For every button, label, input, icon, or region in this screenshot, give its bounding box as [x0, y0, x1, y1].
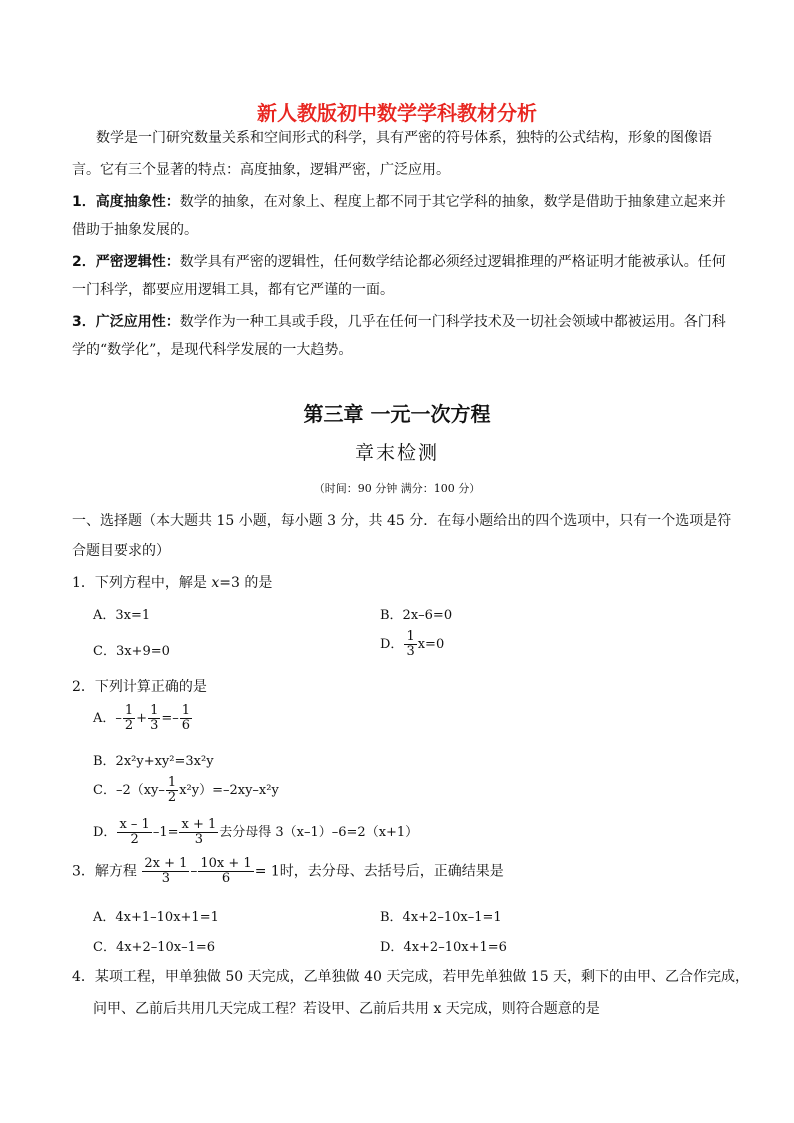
fraction — [148, 704, 160, 733]
point-2-line-2: 一门科学，都要应用逻辑工具，都有它严谨的一面。 — [72, 282, 394, 298]
question-2-option-a — [93, 704, 193, 733]
fraction — [180, 704, 192, 733]
fraction-denominator: 3 — [194, 832, 203, 847]
question-4-line-2: 问甲、乙前后共用几天完成工程？若设甲、乙前后共用 x 天完成，则符合题意的是 — [93, 1001, 600, 1017]
question-1-stem — [72, 572, 272, 592]
fraction-denominator: 2 — [130, 832, 139, 847]
question-2-option-b: B．2x²y+xy²=3x²y — [93, 754, 214, 769]
point-3-text: 数学作为一种工具或手段，几乎在任何一门科学技术及一切社会领域中都被运用。各门科 — [179, 314, 726, 330]
question-1-option-b: B．2x–6=0 — [380, 608, 453, 623]
question-2-stem: 2．下列计算正确的是 — [72, 679, 207, 695]
question-1-option-d-prefix: D． — [380, 637, 404, 652]
fraction-numerator: 10x + 1 — [200, 856, 252, 871]
fraction-numerator: 1 — [406, 629, 415, 644]
point-1-label: 1．高度抽象性： — [72, 194, 180, 210]
question-2-option-c-suffix: x²y）=–2xy–x²y — [179, 783, 279, 798]
intro-line-2: 言。它有三个显著的特点：高度抽象，逻辑严密，广泛应用。 — [72, 162, 450, 178]
question-3-option-c: C．4x+2–10x–1=6 — [93, 940, 216, 955]
question-2-option-c-prefix: C．–2（xy– — [93, 783, 165, 798]
fraction — [179, 818, 218, 847]
question-2-option-c — [93, 776, 279, 805]
section-1-instructions-line-2: 合题目要求的） — [72, 543, 170, 559]
fraction-denominator: 3 — [406, 644, 415, 659]
question-3-option-a: A．4x+1–10x+1=1 — [93, 910, 219, 925]
fraction — [123, 704, 135, 733]
point-1-line-1 — [72, 188, 726, 216]
question-3-option-d: D．4x+2–10x+1=6 — [380, 940, 507, 955]
exam-time-info: （时间：90 分钟 满分：100 分） — [313, 482, 481, 495]
document-title: 新人教版初中数学学科教材分析 — [257, 101, 537, 125]
fraction — [142, 857, 189, 886]
point-3-label: 3．广泛应用性： — [72, 314, 180, 330]
fraction-denominator: 2 — [167, 790, 177, 805]
section-1-instructions-line-1: 一、选择题（本大题共 15 小题，每小题 3 分，共 45 分．在每小题给出的四个选项中，只有一个选项是符 — [72, 513, 732, 529]
question-1-stem-a: 1．下列方程中，解是 — [72, 575, 212, 591]
chapter-title: 第三章 一元一次方程 — [303, 402, 491, 426]
fraction-denominator: 6 — [221, 871, 231, 886]
question-3-stem-prefix: 3．解方程 — [72, 863, 142, 880]
point-2-line-1 — [72, 248, 726, 276]
exam-subtitle: 章末检测 — [354, 442, 439, 464]
point-2-text: 数学具有严密的逻辑性，任何数学结论都必须经过逻辑推理的严格证明才能被承认。任何 — [179, 254, 726, 270]
question-2-option-d-suffix: 去分母得 3（x–1）–6=2（x+1） — [219, 825, 419, 840]
point-3-line-1 — [72, 308, 726, 336]
intro-line-1: 数学是一门研究数量关系和空间形式的科学，具有严密的符号体系，独特的公式结构，形象的图像语 — [96, 130, 712, 146]
point-3-line-2: 学的“数学化”，是现代科学发展的一大趋势。 — [72, 342, 353, 358]
question-1-stem-b: =3 的是 — [219, 575, 273, 591]
point-1-text: 数学的抽象，在对象上、程度上都不同于其它学科的抽象，数学是借助于抽象建立起来并 — [179, 194, 726, 210]
question-1-option-d-fraction — [404, 630, 416, 659]
fraction — [166, 776, 178, 805]
fraction-denominator: 6 — [181, 718, 191, 733]
fraction-numerator: 1 — [150, 703, 159, 718]
question-1-option-a: A．3x=1 — [93, 608, 151, 623]
question-1-option-d — [380, 630, 444, 659]
fraction-denominator: 3 — [161, 871, 171, 886]
operator: + — [136, 711, 148, 726]
equals: =– — [161, 711, 179, 726]
question-2-option-d-mid: –1= — [152, 825, 179, 840]
question-1-option-c: C．3x+9=0 — [93, 644, 170, 659]
fraction — [117, 818, 151, 847]
fraction-denominator: 2 — [124, 718, 134, 733]
operator: – — [190, 863, 198, 880]
question-3-stem-suffix: = 1时，去分母、去括号后，正确结果是 — [254, 863, 504, 880]
fraction-numerator: 1 — [124, 703, 134, 718]
question-1-option-d-suffix: x=0 — [417, 637, 445, 652]
fraction-numerator: 1 — [181, 703, 191, 718]
point-1-line-2: 借助于抽象发展的。 — [72, 222, 198, 238]
question-2-option-a-prefix: A．– — [93, 711, 122, 726]
point-2-label: 2．严密逻辑性： — [72, 254, 180, 270]
fraction-numerator: x – 1 — [119, 817, 150, 832]
question-3-stem — [72, 857, 504, 886]
fraction-numerator: 1 — [167, 775, 177, 790]
fraction-numerator: 2x + 1 — [144, 856, 188, 871]
question-1-var: x — [211, 575, 220, 591]
question-2-option-d — [93, 818, 418, 847]
question-4-line-1: 4．某项工程，甲单独做 50 天完成，乙单独做 40 天完成，若甲先单独做 15 天，剩下的由甲、乙合作完成， — [72, 969, 750, 985]
question-2-option-d-prefix: D． — [93, 825, 117, 840]
fraction-denominator: 3 — [150, 718, 159, 733]
fraction — [198, 857, 253, 886]
question-3-option-b: B．4x+2–10x–1=1 — [380, 910, 502, 925]
fraction-numerator: x + 1 — [181, 817, 217, 832]
